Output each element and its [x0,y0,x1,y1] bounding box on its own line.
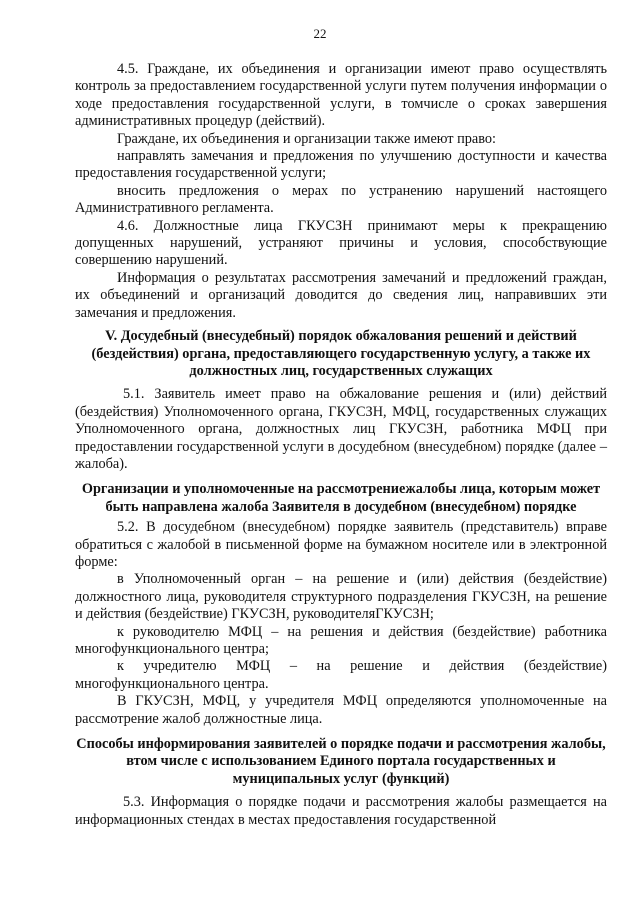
paragraph-rights-intro: Граждане, их объединения и организации также имеют право: [117,130,497,147]
paragraph-rights-item-2: вносить предложения о мерах по устранению нарушений настоящего Административного регламента. [75,182,607,217]
paragraph-5-3: 5.3. Информация о порядке подачи и рассмотрения жалобы размещается на информационных стендах в местах предоставления государственной [75,794,607,828]
informing-methods-heading: Способы информирования заявителей о порядке подачи и рассмотрения жалобы, втом числе с использованием Единого портала государственных и муниципальных услуг (функций) [76,736,606,787]
section-v-heading: V. Досудебный (внесудебный) порядок обжалования решений и действий (бездействия) органа, предоставляющего государственную услугу, а также их должностных лиц, государственных служащих [91,328,591,379]
paragraph-authorized-officials: В ГКУСЗН, МФЦ, у учредителя МФЦ определяются уполномоченные на рассмотрение жалоб должностные лица. [75,693,607,727]
paragraph-authority-complaint: в Уполномоченный орган – на решение и (или) действия (бездействие) должностного лица, руководителя структурного подразделения ГКУСЗН, на решение и действия (бездействие) ГКУСЗН, руководителяГКУСЗН; [75,571,607,623]
paragraph-4-5: 4.5. Граждане, их объединения и организации имеют право осуществлять контроль за предоставлением государственной услуги путем получения информации о ходе предоставления государственной услуги, в томчисле о сроках завершения административных процедур (действий). [75,61,607,130]
page-number: 22 [313,26,327,41]
paragraph-results-info: Информация о результатах рассмотрения замечаний и предложений граждан, их объединений и организаций доводится до сведения лиц, направивших эти замечания и предложения. [75,269,607,321]
paragraph-mfc-founder-complaint: к учредителю МФЦ – на решение и действия (бездействие) многофункционального центра. [75,658,607,692]
paragraph-5-1: 5.1. Заявитель имеет право на обжалование решения и (или) действий (бездействия) Уполномоченного органа, ГКУСЗН, МФЦ, государственных служащих Уполномоченного органа, должностных лиц ГКУСЗН, работника МФЦ при предоставлении государственной услуги в досудебном (внесудебном) порядке (далее – жалоба). [75,386,607,472]
paragraph-4-6: 4.6. Должностные лица ГКУСЗН принимают меры к прекращению допущенных нарушений, устраняют причины и условия, способствующие совершению нарушений. [75,217,607,269]
paragraph-mfc-head-complaint: к руководителю МФЦ – на решения и действия (бездействие) работника многофункционального центра; [75,623,607,657]
document-body [75,61,607,829]
paragraph-5-2: 5.2. В досудебном (внесудебном) порядке заявитель (представитель) вправе обратиться с жалобой в письменной форме на бумажном носителе или в электронной форме: [75,519,607,570]
paragraph-rights-item-1: направлять замечания и предложения по улучшению доступности и качества предоставления государственной услуги; [75,148,607,182]
complaint-organizations-heading: Организации и уполномоченные на рассмотрениежалобы лица, которым может быть направлена жалоба Заявителя в досудебном (внесудебном) порядке [81,481,601,515]
